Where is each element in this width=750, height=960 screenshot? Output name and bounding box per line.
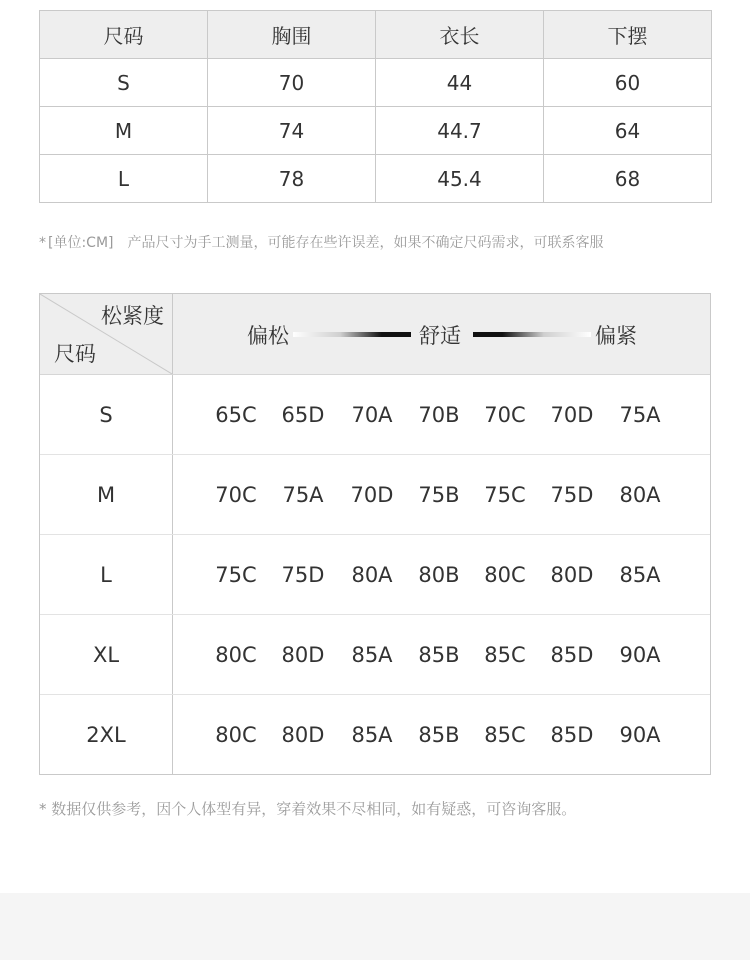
unit-label: [单位:CM]	[48, 235, 114, 251]
scale-label-comfort: 舒适	[419, 324, 461, 348]
cell-length: 44	[376, 59, 544, 107]
fit-row	[40, 455, 710, 535]
cup-sizes	[173, 615, 710, 694]
cup-size: 75B	[418, 482, 460, 507]
corner-label-size: 尺码	[54, 342, 96, 366]
fit-row-size: XL	[40, 615, 173, 694]
note-star: *	[39, 235, 46, 251]
cup-size: 85A	[619, 562, 661, 587]
cup-size: 75D	[550, 482, 594, 507]
cup-sizes	[173, 455, 710, 534]
cup-size: 90A	[619, 642, 661, 667]
table-row	[40, 155, 712, 203]
fit-row-size: 2XL	[40, 695, 173, 774]
corner-label-tightness: 松紧度	[101, 304, 164, 328]
table-header-row	[40, 11, 712, 59]
cup-size: 75C	[484, 482, 526, 507]
header-size: 尺码	[40, 11, 208, 59]
fit-row-size: S	[40, 375, 173, 454]
header-bust: 胸围	[208, 11, 376, 59]
cup-size: 85A	[351, 722, 393, 747]
corner-cell	[40, 294, 173, 374]
cup-size: 70C	[484, 402, 526, 427]
cup-size: 75A	[282, 482, 324, 507]
cell-hem: 60	[544, 59, 712, 107]
measurement-note	[39, 232, 604, 252]
cup-sizes	[173, 695, 710, 774]
cup-size: 75D	[281, 562, 325, 587]
cell-hem: 68	[544, 155, 712, 203]
cup-size: 70B	[418, 402, 460, 427]
note-text: 产品尺寸为手工测量，可能存在些许误差，如果不确定尺码需求，可联系客服	[127, 235, 604, 251]
header-hem: 下摆	[544, 11, 712, 59]
cup-size: 65D	[281, 402, 325, 427]
scale-bar-left	[293, 332, 411, 337]
cup-size: 80C	[215, 722, 257, 747]
cup-size: 80C	[215, 642, 257, 667]
cell-length: 44.7	[376, 107, 544, 155]
cup-size: 80B	[418, 562, 460, 587]
cup-size: 80D	[281, 722, 325, 747]
cup-size: 80A	[619, 482, 661, 507]
cup-sizes	[173, 535, 710, 614]
cell-hem: 64	[544, 107, 712, 155]
fit-row	[40, 695, 710, 774]
header-length: 衣长	[376, 11, 544, 59]
fit-row	[40, 615, 710, 695]
cup-size: 75A	[619, 402, 661, 427]
cup-size: 75C	[215, 562, 257, 587]
scale-label-loose: 偏松	[247, 324, 289, 348]
fit-table-body	[40, 375, 710, 774]
cup-size: 80C	[484, 562, 526, 587]
scale-bar-right	[473, 332, 591, 337]
fit-row-size: M	[40, 455, 173, 534]
cell-bust: 70	[208, 59, 376, 107]
table-row	[40, 107, 712, 155]
table-row	[40, 59, 712, 107]
cup-size: 70D	[550, 402, 594, 427]
scale-label-tight: 偏紧	[595, 324, 637, 348]
cup-size: 85B	[418, 642, 460, 667]
cup-size: 70C	[215, 482, 257, 507]
cell-bust: 78	[208, 155, 376, 203]
cup-size: 85C	[484, 642, 526, 667]
tightness-scale	[173, 294, 710, 374]
cell-size: M	[40, 107, 208, 155]
cell-size: S	[40, 59, 208, 107]
fit-row	[40, 535, 710, 615]
cup-size: 65C	[215, 402, 257, 427]
bottom-band	[0, 893, 750, 960]
cup-size: 80D	[281, 642, 325, 667]
fit-row-size: L	[40, 535, 173, 614]
cup-sizes	[173, 375, 710, 454]
cup-size: 70D	[350, 482, 394, 507]
cup-size: 90A	[619, 722, 661, 747]
fit-table-header	[40, 294, 710, 375]
cup-size: 85C	[484, 722, 526, 747]
cup-size: 80A	[351, 562, 393, 587]
size-measurement-table	[39, 10, 712, 203]
cup-size: 85B	[418, 722, 460, 747]
cup-size: 70A	[351, 402, 393, 427]
fit-row	[40, 375, 710, 455]
cup-size: 85D	[550, 642, 594, 667]
cup-size: 85A	[351, 642, 393, 667]
cup-size: 85D	[550, 722, 594, 747]
cell-bust: 74	[208, 107, 376, 155]
fit-table	[39, 293, 711, 775]
disclaimer-note: * 数据仅供参考，因个人体型有异，穿着效果不尽相同，如有疑惑，可咨询客服。	[39, 800, 577, 818]
cell-size: L	[40, 155, 208, 203]
cup-size: 80D	[550, 562, 594, 587]
cell-length: 45.4	[376, 155, 544, 203]
